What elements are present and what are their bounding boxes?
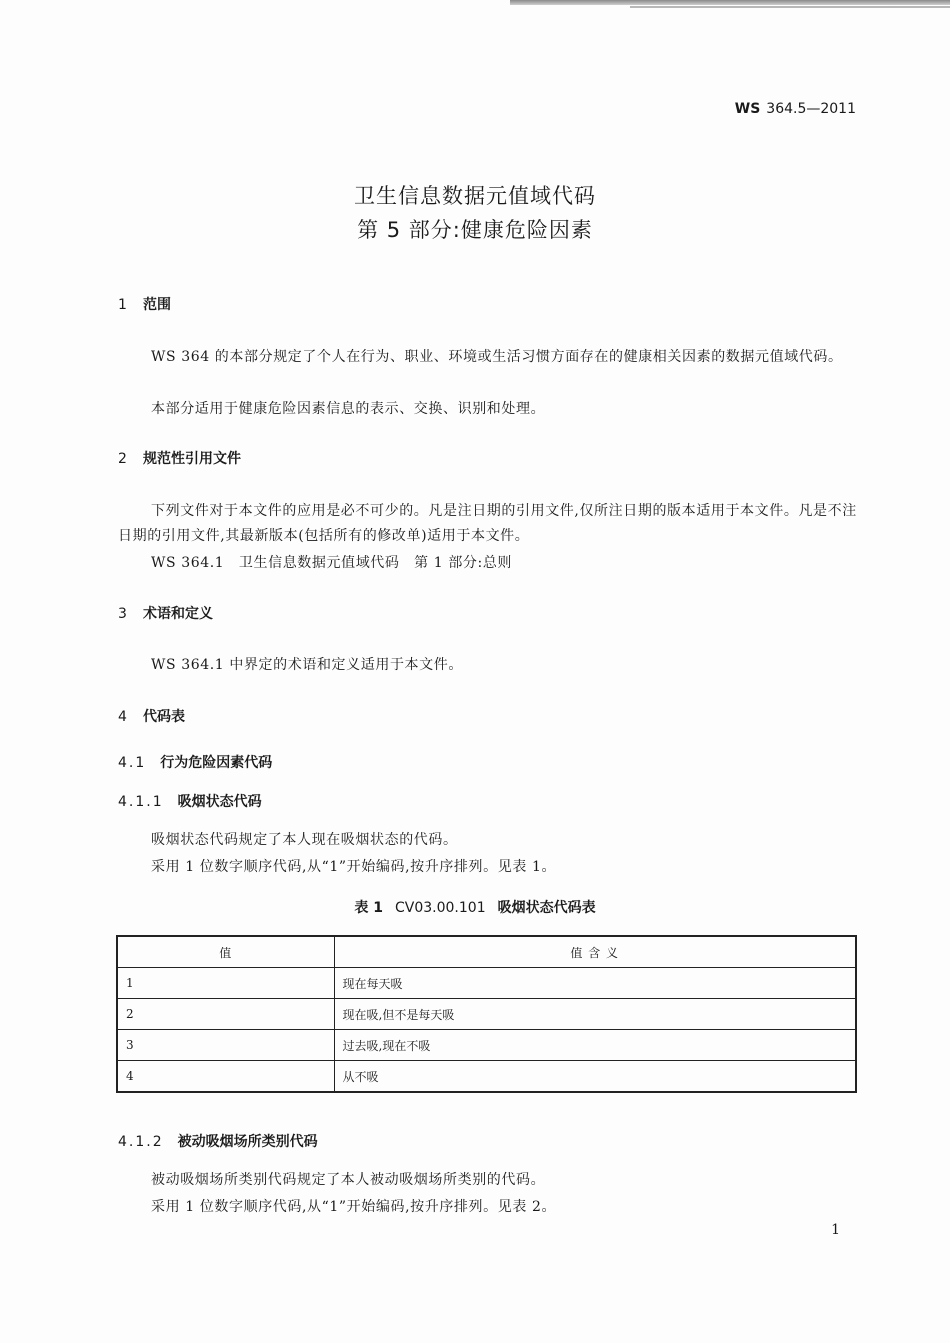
table-row bbox=[117, 999, 856, 1030]
doc-title-line1: 卫生信息数据元值域代码 bbox=[354, 184, 596, 208]
doc-title-line2: 第 5 部分:健康危险因素 bbox=[357, 218, 593, 242]
section-2-reference: WS 364.1 卫生信息数据元值域代码 第 1 部分:总则 bbox=[151, 555, 513, 571]
table-row bbox=[117, 1061, 856, 1093]
smoking-status-code-table bbox=[116, 935, 857, 1093]
section-4-1-heading: 4.1 行为危险因素代码 bbox=[118, 755, 273, 771]
section-3-heading: 3 术语和定义 bbox=[118, 606, 213, 622]
section-1-heading: 1 范围 bbox=[118, 297, 171, 313]
table-row bbox=[117, 1030, 856, 1061]
table-header-row bbox=[117, 936, 856, 968]
section-3-para-1: WS 364.1 中界定的术语和定义适用于本文件。 bbox=[151, 657, 463, 673]
section-2-para-1: 下列文件对于本文件的应用是必不可少的。凡是注日期的引用文件,仅所注日期的版本适用于本文件。凡是不注日期的引用文件,其最新版本(包括所有的修改单)适用于本文件。 bbox=[118, 503, 857, 544]
cell-value: 3 bbox=[117, 1030, 334, 1061]
cell-meaning: 过去吸,现在不吸 bbox=[334, 1030, 856, 1061]
section-2-heading: 2 规范性引用文件 bbox=[118, 451, 241, 467]
table-row bbox=[117, 968, 856, 999]
section-4-1-1-heading: 4.1.1 吸烟状态代码 bbox=[118, 794, 262, 810]
section-1-para-1: WS 364 的本部分规定了个人在行为、职业、环境或生活习惯方面存在的健康相关因素的数据元值域代码。 bbox=[151, 349, 843, 365]
section-1-para-2: 本部分适用于健康危险因素信息的表示、交换、识别和处理。 bbox=[151, 401, 546, 417]
cell-value: 4 bbox=[117, 1061, 334, 1093]
section-4-heading: 4 代码表 bbox=[118, 709, 185, 725]
section-4-1-2-para-1: 被动吸烟场所类别代码规定了本人被动吸烟场所类别的代码。 bbox=[151, 1172, 546, 1188]
section-4-1-1-para-1: 吸烟状态代码规定了本人现在吸烟状态的代码。 bbox=[151, 832, 458, 848]
cell-meaning: 现在每天吸 bbox=[334, 968, 856, 999]
section-4-1-2-para-2: 采用 1 位数字顺序代码,从“1”开始编码,按升序排列。见表 2。 bbox=[151, 1199, 557, 1215]
cell-meaning: 现在吸,但不是每天吸 bbox=[334, 999, 856, 1030]
table-1-caption: 表 1 CV03.00.101 吸烟状态代码表 bbox=[354, 900, 596, 916]
standard-number: WS 364.5—2011 bbox=[734, 101, 856, 117]
page-number: 1 bbox=[831, 1222, 840, 1238]
cell-value: 2 bbox=[117, 999, 334, 1030]
scan-edge-artifact bbox=[510, 0, 950, 5]
column-header-meaning: 值 含 义 bbox=[334, 936, 856, 968]
section-4-1-1-para-2: 采用 1 位数字顺序代码,从“1”开始编码,按升序排列。见表 1。 bbox=[151, 859, 557, 875]
cell-meaning: 从不吸 bbox=[334, 1061, 856, 1093]
section-4-1-2-heading: 4.1.2 被动吸烟场所类别代码 bbox=[118, 1134, 318, 1150]
column-header-value: 值 bbox=[117, 936, 334, 968]
scan-edge-artifact-2 bbox=[630, 6, 950, 8]
cell-value: 1 bbox=[117, 968, 334, 999]
